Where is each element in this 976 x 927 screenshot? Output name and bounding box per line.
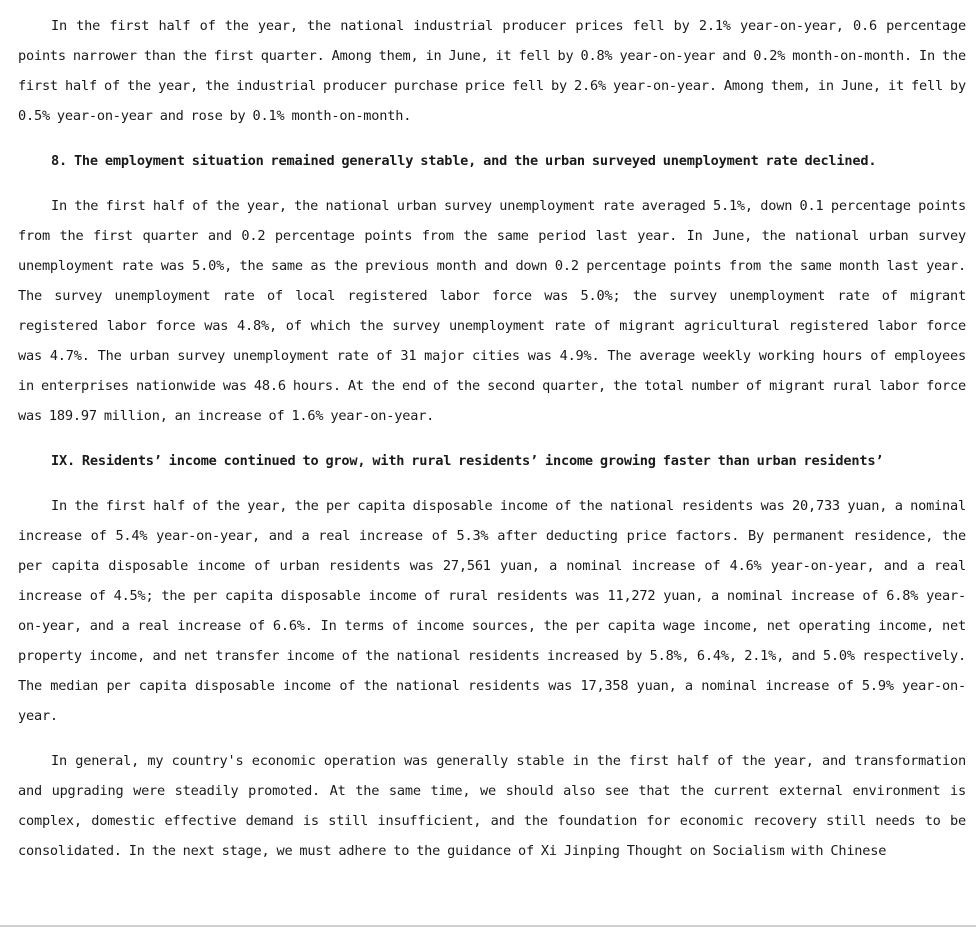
paragraph-unemployment: In the first half of the year, the national urban survey unemployment rate averaged 5.1%, down 0.1 percentage points from the first quarter and 0.2 percentage points from the same period last year. In June, the national urban survey unemployment rate was 5.0%, the same as the previous month and down 0.2 percentage points from the same month last year. The survey unemployment rate of local registered labor force was 5.0%; the survey unemployment rate of migrant registered labor force was 4.8%, of which the survey unemployment rate of migrant agricultural registered labor force was 4.7%. The urban survey unemployment rate of 31 major cities was 4.9%. The average weekly working hours of employees in enterprises nationwide was 48.6 hours. At the end of the second quarter, the total number of migrant rural labor force was 189.97 million, an increase of 1.6% year-on-year.: [18, 198, 966, 424]
article-body: [18, 11, 966, 881]
paragraph-producer-prices: In the first half of the year, the national industrial producer prices fell by 2.1% year-on-year, 0.6 percentage points narrower than the first quarter. Among them, in June, it fell by 0.8% year-on-year and 0.2% month-on-month. In the first half of the year, the industrial producer purchase price fell by 2.6% year-on-year. Among them, in June, it fell by 0.5% year-on-year and rose by 0.1% month-on-month.: [18, 18, 966, 124]
paragraph-summary: In general, my country's economic operation was generally stable in the first half of the year, and transformation and upgrading were steadily promoted. At the same time, we should also see that the current external environment is complex, domestic effective demand is still insufficient, and the foundation for economic recovery still needs to be consolidated. In the next stage, we must adhere to the guidance of Xi Jinping Thought on Socialism with Chinese: [18, 753, 966, 859]
section-heading-employment: 8. The employment situation remained generally stable, and the urban surveyed unemployment rate declined.: [51, 153, 877, 169]
section-heading-income: IX. Residents’ income continued to grow, with rural residents’ income growing faster than urban residents’: [51, 453, 884, 469]
paragraph-income: In the first half of the year, the per capita disposable income of the national residents was 20,733 yuan, a nominal increase of 5.4% year-on-year, and a real increase of 5.3% after deducting price factors. By permanent residence, the per capita disposable income of urban residents was 27,561 yuan, a nominal increase of 4.6% year-on-year, and a real increase of 4.5%; the per capita disposable income of rural residents was 11,272 yuan, a nominal increase of 6.8% year-on-year, and a real increase of 6.6%. In terms of income sources, the per capita wage income, net operating income, net property income, and net transfer income of the national residents increased by 5.8%, 6.4%, 2.1%, and 5.0% respectively. The median per capita disposable income of the national residents was 17,358 yuan, a nominal increase of 5.9% year-on-year.: [18, 498, 966, 724]
